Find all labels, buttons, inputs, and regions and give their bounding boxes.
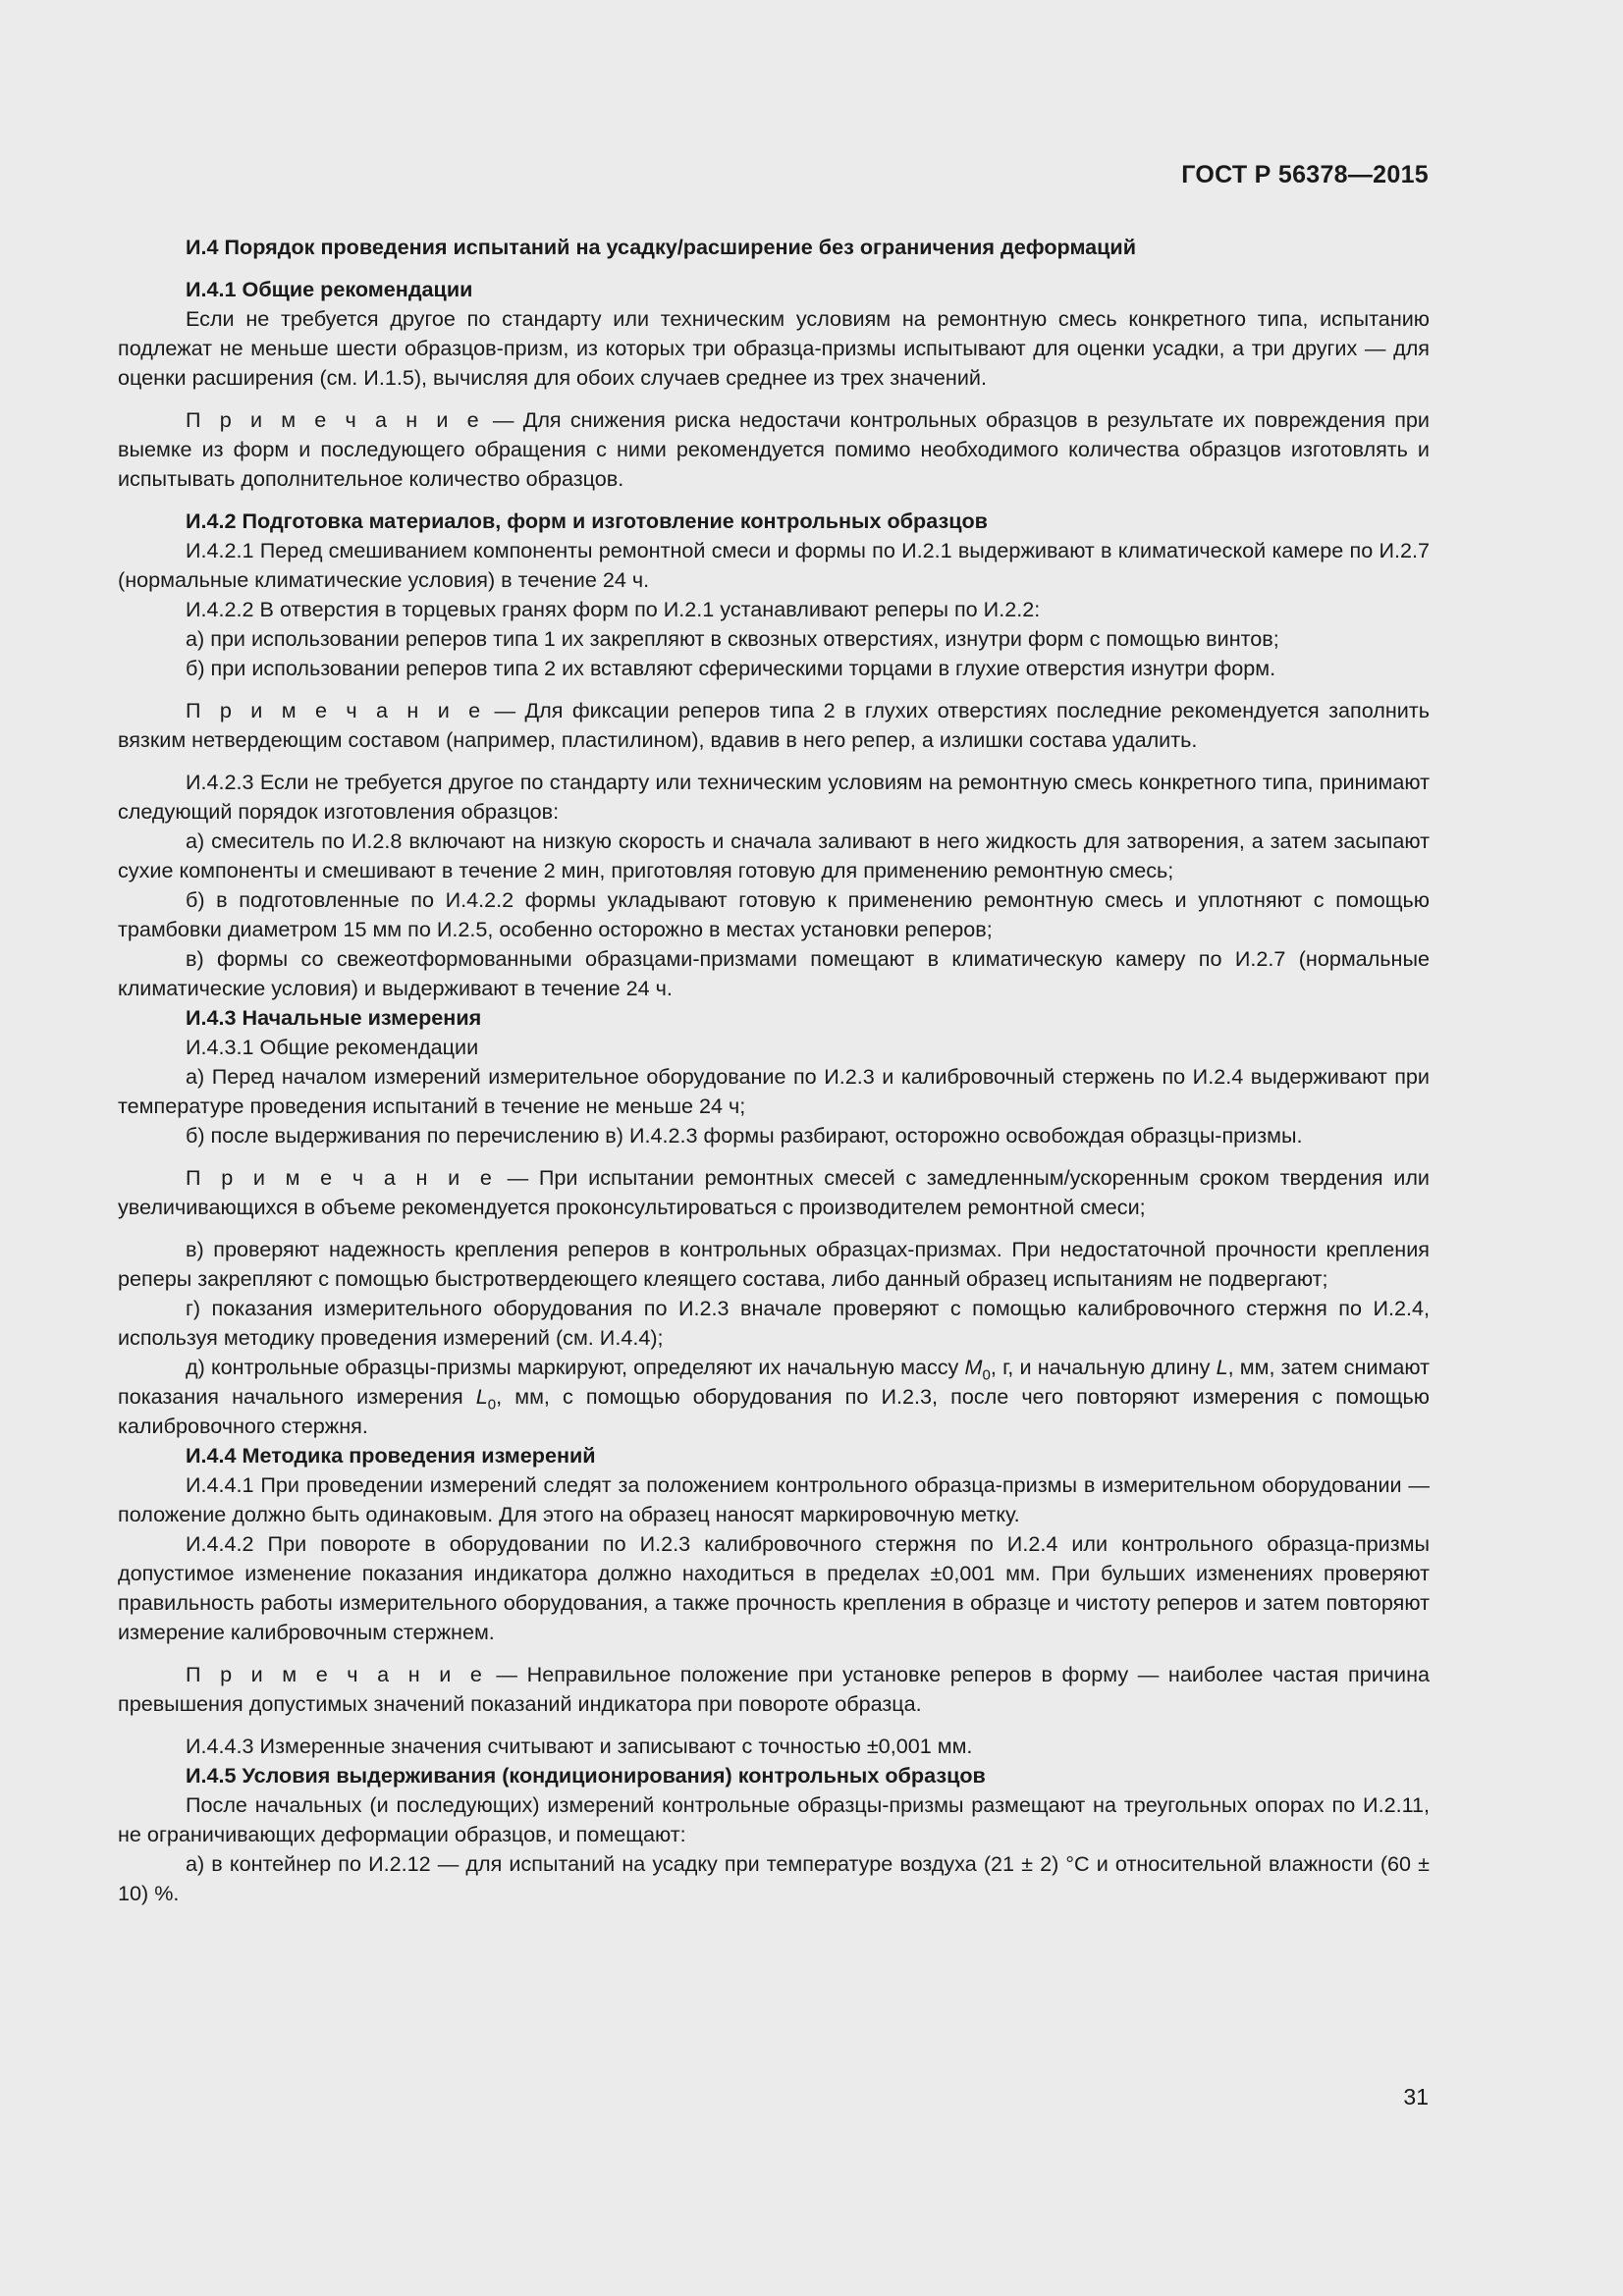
list-item: б) после выдерживания по перечислению в) И.4.2.3 формы разбирают, осторожно освобождая образцы-призмы. [186,1123,1303,1148]
list-item: а) Перед началом измерений измерительное оборудование по И.2.3 и калибровочный стержень по И.2.4 выдерживают при температуре проведения испытаний в течение не меньше 24 ч; [118,1064,1430,1118]
subsection-heading-i44: И.4.4 Методика проведения измерений [186,1443,596,1468]
list-item: б) в подготовленные по И.4.2.2 формы укладывают готовую к применению ремонтную смесь и уплотняют с помощью трамбовки диаметром 15 мм по И.2.5, особенно осторожно в местах установки реперов; [118,887,1430,941]
text-run: , мм, затем снимают показания начального измерения [118,1355,1430,1409]
paragraph: Если не требуется другое по стандарту или техническим условиям на ремонтную смесь конкретного типа, испытанию подлежат не меньше шести образцов-призм, из которых три образца-призмы испытывают для оценки усадки, а три других — для оценки расширения (см. И.1.5), вычисляя для обоих случаев среднее из трех значений. [118,306,1430,390]
symbol-l: L [1216,1355,1228,1379]
paragraph: И.4.4.1 При проведении измерений следят за положением контрольного образца-призмы в измерительном оборудовании — положение должно быть одинаковым. Для этого на образец наносят маркировочную метку. [118,1472,1430,1526]
symbol-m: M [964,1355,983,1379]
text-run: , мм, с помощью оборудования по И.2.3, после чего повторяют измерения с помощью калибровочного стержня. [118,1384,1430,1438]
text-run: д) контрольные образцы-призмы маркируют, определяют их начальную массу [186,1355,965,1379]
paragraph: И.4.2.1 Перед смешиванием компоненты ремонтной смеси и формы по И.2.1 выдерживают в климатической камере по И.2.7 (нормальные климатические условия) в течение 24 ч. [118,538,1430,592]
text-run: , г, и начальную длину [990,1355,1217,1379]
list-item: в) проверяют надежность крепления реперов в контрольных образцах-призмах. При недостаточной прочности крепления реперы закрепляют с помощью быстротвердеющего клеящего состава, либо данный образец испытаниям не подвергают; [118,1237,1430,1291]
note-label: П р и м е ч а н и е [186,698,486,722]
subsection-heading-i43: И.4.3 Начальные измерения [186,1005,482,1030]
document-body [118,233,1430,1908]
subsection-heading-i45: И.4.5 Условия выдерживания (кондиционирования) контрольных образцов [186,1763,986,1788]
subsection-heading-i41: И.4.1 Общие рекомендации [186,277,473,301]
paragraph: И.4.2.2 В отверстия в торцевых гранях форм по И.2.1 устанавливают реперы по И.2.2: [186,597,1041,621]
paragraph: И.4.3.1 Общие рекомендации [186,1035,479,1059]
note-text: — Для фиксации реперов типа 2 в глухих отверстиях последние рекомендуется заполнить вязким нетвердеющим составом (например, пластилином), вдавив в него репер, а излишки состава удалить. [118,698,1431,752]
list-item: б) при использовании реперов типа 2 их вставляют сферическими торцами в глухие отверстия изнутри форм. [186,656,1276,680]
paragraph: И.4.2.3 Если не требуется другое по стандарту или техническим условиям на ремонтную смесь конкретного типа, принимают следующий порядок изготовления образцов: [118,770,1430,824]
note [118,405,1430,494]
list-item: а) при использовании реперов типа 1 их закрепляют в сквозных отверстиях, изнутри форм с помощью винтов; [186,626,1279,651]
list-item [118,1353,1430,1441]
subsection-heading-i42: И.4.2 Подготовка материалов, форм и изготовление контрольных образцов [186,508,988,533]
note [118,1660,1430,1719]
paragraph: И.4.4.3 Измеренные значения считывают и записывают с точностью ±0,001 мм. [186,1734,973,1758]
list-item: а) смеситель по И.2.8 включают на низкую скорость и сначала заливают в него жидкость для затворения, а затем засыпают сухие компоненты и смешивают в течение 2 мин, приготовляя готовую для применению ремонтную смесь; [118,828,1430,882]
list-item: а) в контейнер по И.2.12 — для испытаний на усадку при температуре воздуха (21 ± 2) °С и относительной влажности (60 ± 10) %. [118,1851,1430,1905]
note-text: — Неправильное положение при установке реперов в форму — наиболее частая причина превышения допустимых значений показаний индикатора при повороте образца. [118,1662,1431,1716]
note-label: П р и м е ч а н и е [186,407,484,432]
document-header: ГОСТ Р 56378—2015 [1181,161,1429,188]
list-item: г) показания измерительного оборудования по И.2.3 вначале проверяют с помощью калибровочного стержня по И.2.4, используя методику проведения измерений (см. И.4.4); [118,1296,1430,1350]
paragraph: И.4.4.2 При повороте в оборудовании по И.2.3 калибровочного стержня по И.2.4 или контрольного образца-призмы допустимое изменение показания индикатора должно находиться в пределах ±0,001 мм. При бульших изменениях проверяют правильность работы измерительного оборудования, а также прочность крепления в образце и чистоту реперов и затем повторяют измерение калибровочным стержнем. [118,1531,1430,1644]
page-number: 31 [1403,2084,1429,2109]
paragraph: После начальных (и последующих) измерений контрольные образцы-призмы размещают на треугольных опорах по И.2.11, не ограничивающих деформации образцов, и помещают: [118,1792,1430,1846]
note-text: — Для снижения риска недостачи контрольных образцов в результате их повреждения при выемке из форм и последующего обращения с ними рекомендуется помимо необходимого количества образцов изготовлять и испытывать дополнительное количество образцов. [118,407,1430,491]
note-label: П р и м е ч а н и е [186,1662,487,1686]
subscript: 0 [982,1366,991,1384]
symbol-l0: L [475,1384,488,1409]
note [118,1163,1430,1222]
section-heading-i4: И.4 Порядок проведения испытаний на усадку/расширение без ограничения деформаций [186,235,1136,259]
list-item: в) формы со свежеотформованными образцами-призмами помещают в климатическую камеру по И.2.7 (нормальные климатические условия) и выдерживают в течение 24 ч. [118,946,1430,1000]
subscript: 0 [487,1396,497,1414]
note-label: П р и м е ч а н и е [186,1165,497,1190]
note [118,696,1430,755]
note-text: — При испытании ремонтных смесей с замедленным/ускоренным сроком твердения или увеличивающихся в объеме рекомендуется проконсультироваться с производителем ремонтной смеси; [118,1165,1430,1219]
